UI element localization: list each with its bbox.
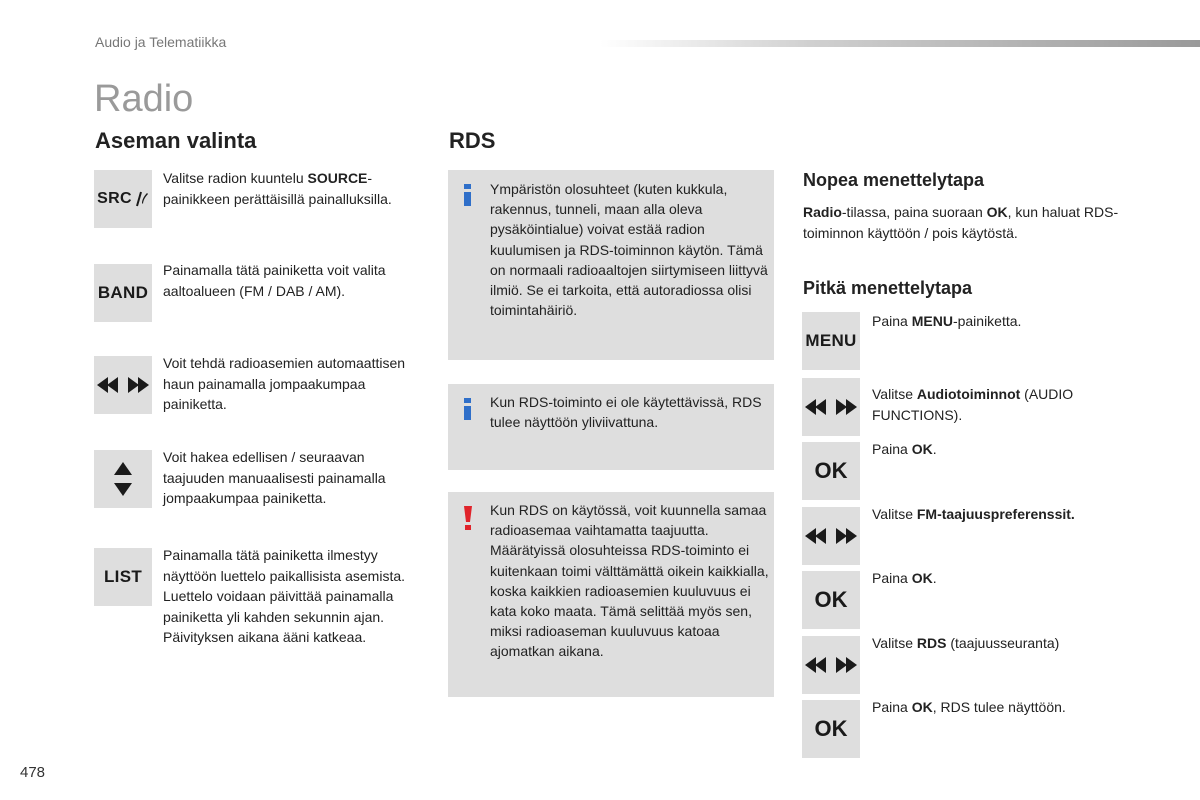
step-text-fm-preferences: Valitse FM-taajuuspreferenssit.: [872, 506, 1075, 522]
step-text-rds: Valitse RDS (taajuusseuranta): [872, 635, 1060, 651]
item-desc-source: Valitse radion kuuntelu SOURCE-painikkeen perättäisillä painalluksilla.: [163, 170, 392, 207]
step-text-ok-final: Paina OK, RDS tulee näyttöön.: [872, 699, 1066, 715]
info-icon: [462, 184, 474, 211]
heading-long-procedure: Pitkä menettelytapa: [803, 278, 973, 298]
seek-left-right-icon: [802, 378, 860, 436]
ok-key: OK: [802, 442, 860, 500]
list-key: LIST: [94, 548, 152, 606]
ok-key: OK: [802, 571, 860, 629]
src-phone-key-icon: SRC: [94, 170, 152, 228]
page-title: Radio: [94, 78, 194, 120]
item-desc-manual-search: Voit hakea edellisen / seuraavan taajuuden manuaalisesti painamalla jompaakumpaa painiketta.: [163, 449, 386, 506]
up-down-arrows-icon: [94, 450, 152, 508]
warning-box-text: Kun RDS on käytössä, voit kuunnella samaa radioasemaa vaihtamatta taajuutta. Määrätyissä olosuhteissa RDS-toiminto ei kuitenkaan toimi välttämättä oikein kaikkialla, koska kaikkien radioasemien kuuluvuus ei kata koko maata. Tämä selittää myös sen, miksi radioaseman kuuluvuus katoaa ajomatkan aikana.: [490, 502, 769, 660]
step-text-audio-functions: Valitse Audiotoiminnot (AUDIO FUNCTIONS).: [872, 386, 1074, 423]
info-box-text: Ympäristön olosuhteet (kuten kukkula, rakennus, tunneli, maan alla oleva pysäköintialue) voivat estää radion kuulumisen ja RDS-toiminnon käytön. Tämä on normaali radioaaltojen siirtymiseen liittyvä ilmiö. Se ei tarkoita, että autoradiossa olisi toimintahäiriö.: [490, 181, 768, 319]
seek-left-right-icon: [802, 507, 860, 565]
section-label: Audio ja Telematiikka: [95, 34, 227, 50]
step-text-menu: Paina MENU-painiketta.: [872, 313, 1022, 329]
warning-icon: [462, 506, 474, 535]
warning-box-rds-coverage: [448, 492, 774, 697]
info-box-reception: [448, 170, 774, 360]
info-icon: [462, 398, 474, 425]
slash-phone-icon: [135, 191, 149, 207]
item-desc-list: Painamalla tätä painiketta ilmestyy näyttöön luettelo paikallisista asemista. Luettelo voidaan päivittää painamalla painiketta yli kahden sekunnin ajan. Päivityksen aikana ääni katkeaa.: [163, 547, 406, 645]
step-text-ok: Paina OK.: [872, 441, 937, 457]
heading-quick-procedure: Nopea menettelytapa: [803, 170, 985, 190]
seek-left-right-icon: [94, 356, 152, 414]
page-number: 478: [20, 764, 46, 781]
info-box-text: Kun RDS-toiminto ei ole käytettävissä, RDS tulee näyttöön yliviivattuna.: [490, 394, 762, 431]
quick-procedure-text: Radio-tilassa, paina suoraan OK, kun haluat RDS-toiminnon käyttöön / pois käytöstä.: [803, 204, 1119, 241]
seek-left-right-icon: [802, 636, 860, 694]
band-key: BAND: [94, 264, 152, 322]
info-box-rds-unavailable: [448, 384, 774, 470]
item-desc-auto-search: Voit tehdä radioasemien automaattisen haun painamalla jompaakumpaa painiketta.: [163, 355, 406, 412]
header-gradient-bar: [600, 40, 1200, 47]
section-heading-rds: RDS: [449, 128, 496, 153]
section-heading-station-selection: Aseman valinta: [95, 128, 257, 153]
menu-key: MENU: [802, 312, 860, 370]
step-text-ok: Paina OK.: [872, 570, 937, 586]
item-desc-band: Painamalla tätä painiketta voit valita aaltoalueen (FM / DAB / AM).: [163, 262, 386, 299]
ok-key: OK: [802, 700, 860, 758]
